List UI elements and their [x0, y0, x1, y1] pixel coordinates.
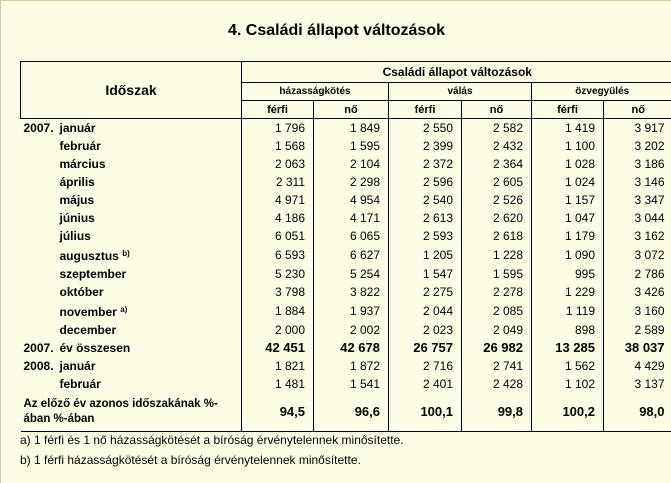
value-cell: 1 179	[532, 227, 604, 245]
value-cell: 100,1	[389, 393, 462, 432]
value-cell: 2 401	[389, 375, 462, 393]
value-cell: 995	[532, 265, 604, 283]
value-cell: 94,5	[242, 393, 314, 432]
value-cell: 2 428	[462, 375, 532, 393]
value-cell: 5 254	[314, 265, 389, 283]
value-cell: 1 119	[532, 301, 604, 321]
table-row	[21, 357, 671, 375]
value-cell: 100,2	[532, 393, 604, 432]
value-cell: 2 432	[462, 137, 532, 155]
value-cell: 2 526	[462, 191, 532, 209]
value-cell: 1 796	[242, 119, 314, 138]
value-cell: 3 822	[314, 283, 389, 301]
table-row	[21, 173, 671, 191]
value-cell: 3 162	[634, 229, 665, 243]
footnotes	[20, 430, 404, 470]
value-cell: 2 741	[462, 357, 532, 375]
value-cell: 1 100	[532, 137, 604, 155]
month-label: február	[59, 377, 101, 391]
value-cell: 6 065	[314, 227, 389, 245]
page-title: 4. Családi állapot változások	[228, 22, 445, 39]
value-cell: 1 595	[462, 265, 532, 283]
period-cell	[21, 209, 242, 227]
value-cell: 96,6	[314, 393, 389, 432]
month-label: március	[59, 157, 106, 171]
value-cell: 2 716	[389, 357, 462, 375]
month-label: január	[59, 121, 96, 135]
value-cell: 1 884	[242, 301, 314, 321]
percentage-row	[21, 393, 671, 432]
value-cell: 2 044	[389, 301, 462, 321]
month-label: április	[59, 175, 95, 189]
value-cell: 2 589	[634, 323, 665, 337]
month-label: július	[59, 229, 91, 243]
table-row	[21, 119, 671, 138]
value-cell: 1 481	[242, 375, 314, 393]
value-cell: 1 872	[314, 357, 389, 375]
month-label: december	[59, 323, 117, 337]
period-cell	[21, 245, 242, 265]
period-cell	[21, 321, 242, 339]
value-cell: 3 347	[634, 193, 665, 207]
value-cell: 1 562	[532, 357, 604, 375]
value-cell: 4 971	[242, 191, 314, 209]
sub-header-male: férfi	[389, 101, 462, 119]
table-row	[21, 283, 671, 301]
value-cell: 2 613	[389, 209, 462, 227]
percentage-label: Az előző év azonos időszakának %-ában %-ában	[21, 393, 242, 432]
month-label: év összesen	[59, 341, 131, 355]
value-cell: 2 023	[389, 321, 462, 339]
total-row	[21, 339, 671, 357]
value-cell: 1 228	[462, 245, 532, 265]
value-cell: 26 982	[462, 339, 532, 357]
sub-header-female: nő	[314, 101, 389, 119]
month-label: október	[59, 285, 104, 299]
group-header-marriage: házasságkötés	[242, 83, 389, 101]
value-cell: 2 275	[389, 283, 462, 301]
value-cell: 2 063	[242, 155, 314, 173]
value-cell: 2 372	[389, 155, 462, 173]
year-label: 2008.	[23, 359, 54, 373]
year-label: 2007.	[23, 341, 54, 355]
value-cell: 5 230	[242, 265, 314, 283]
month-label: május	[59, 193, 95, 207]
value-cell: 2 278	[462, 283, 532, 301]
sub-header-male: férfi	[532, 101, 604, 119]
value-cell: 2 618	[462, 227, 532, 245]
month-label: február	[59, 139, 101, 153]
month-label: augusztus	[59, 249, 119, 263]
value-cell: 2 620	[462, 209, 532, 227]
value-cell: 2 550	[389, 119, 462, 138]
group-header-widowhood: özvegyülés	[532, 83, 671, 101]
value-cell: 2 002	[314, 321, 389, 339]
year-label: 2007.	[23, 121, 54, 135]
table-row	[21, 227, 671, 245]
period-cell	[21, 357, 242, 375]
period-cell	[21, 173, 242, 191]
value-cell: 42 678	[314, 339, 389, 357]
value-cell: 2 364	[462, 155, 532, 173]
marital-status-table	[20, 61, 671, 432]
value-cell: 6 627	[314, 245, 389, 265]
value-cell: 2 593	[389, 227, 462, 245]
period-cell	[21, 119, 242, 138]
value-cell: 1 047	[532, 209, 604, 227]
value-cell: 4 429	[634, 359, 665, 373]
sub-header-male: férfi	[242, 101, 314, 119]
value-cell: 13 285	[532, 339, 604, 357]
month-label: június	[59, 211, 95, 225]
value-cell: 3 160	[634, 304, 665, 318]
value-cell: 1 547	[389, 265, 462, 283]
sub-header-female: nő	[462, 101, 532, 119]
value-cell: 2 000	[242, 321, 314, 339]
period-cell	[21, 191, 242, 209]
value-cell: 1 024	[532, 173, 604, 191]
period-cell	[21, 265, 242, 283]
value-cell: 38 037	[624, 340, 665, 355]
table-row	[21, 375, 671, 393]
sub-header-female: nő	[604, 101, 671, 119]
value-cell: 1 205	[389, 245, 462, 265]
value-cell: 1 419	[532, 119, 604, 138]
table-row	[21, 265, 671, 283]
value-cell: 1 849	[314, 119, 389, 138]
value-cell: 1 229	[532, 283, 604, 301]
value-cell: 2 540	[389, 191, 462, 209]
value-cell: 4 186	[242, 209, 314, 227]
value-cell: 3 186	[634, 157, 665, 171]
period-cell	[21, 137, 242, 155]
value-cell: 1 028	[532, 155, 604, 173]
value-cell: 6 593	[242, 245, 314, 265]
table-row	[21, 245, 671, 265]
value-cell: 4 954	[314, 191, 389, 209]
value-cell: 3 798	[242, 283, 314, 301]
value-cell: 1 568	[242, 137, 314, 155]
value-cell: 898	[532, 321, 604, 339]
footnote-ref: a)	[120, 305, 128, 314]
value-cell: 1 541	[314, 375, 389, 393]
value-cell: 1 090	[532, 245, 604, 265]
table-row	[21, 321, 671, 339]
value-cell: 1 937	[314, 301, 389, 321]
value-cell: 3 917	[634, 121, 665, 135]
value-cell: 1 595	[314, 137, 389, 155]
value-cell: 99,8	[462, 393, 532, 432]
table-row	[21, 191, 671, 209]
value-cell: 1 157	[532, 191, 604, 209]
value-cell: 2 104	[314, 155, 389, 173]
value-cell: 6 051	[242, 227, 314, 245]
value-cell: 2 399	[389, 137, 462, 155]
period-cell	[21, 283, 242, 301]
group-header-divorce: válás	[389, 83, 532, 101]
value-cell: 3 044	[634, 211, 665, 225]
value-cell: 2 596	[389, 173, 462, 191]
value-cell: 26 757	[389, 339, 462, 357]
value-cell: 1 102	[532, 375, 604, 393]
footnote-ref: b)	[122, 249, 130, 258]
value-cell: 2 085	[462, 301, 532, 321]
period-cell	[21, 339, 242, 357]
main-header: Családi állapot változások	[242, 62, 671, 83]
value-cell: 2 786	[634, 267, 665, 281]
value-cell: 2 049	[462, 321, 532, 339]
value-cell: 3 426	[634, 285, 665, 299]
table-row	[21, 301, 671, 321]
period-header: Időszak	[21, 62, 242, 119]
period-cell	[21, 375, 242, 393]
value-cell: 2 605	[462, 173, 532, 191]
table-row	[21, 209, 671, 227]
value-cell: 3 202	[634, 139, 665, 153]
month-label: szeptember	[59, 267, 127, 281]
value-cell: 2 298	[314, 173, 389, 191]
value-cell: 3 137	[634, 377, 665, 391]
value-cell: 1 821	[242, 357, 314, 375]
value-cell: 98,0	[604, 393, 671, 432]
table-body	[21, 119, 671, 432]
value-cell: 4 171	[314, 209, 389, 227]
month-label: január	[59, 359, 96, 373]
value-cell: 3 072	[634, 248, 665, 262]
table-row	[21, 137, 671, 155]
value-cell: 2 582	[462, 119, 532, 138]
value-cell: 2 311	[242, 173, 314, 191]
value-cell: 3 146	[634, 175, 665, 189]
period-cell	[21, 227, 242, 245]
footnote-a: a) 1 férfi és 1 nő házasságkötését a bíróság érvénytelennek minősítette.	[20, 433, 404, 447]
period-cell	[21, 155, 242, 173]
period-cell	[21, 301, 242, 321]
value-cell: 42 451	[242, 339, 314, 357]
table-row	[21, 155, 671, 173]
month-label: november	[59, 305, 117, 319]
footnote-b: b) 1 férfi házasságkötését a bíróság érvénytelennek minősítette.	[20, 453, 361, 467]
